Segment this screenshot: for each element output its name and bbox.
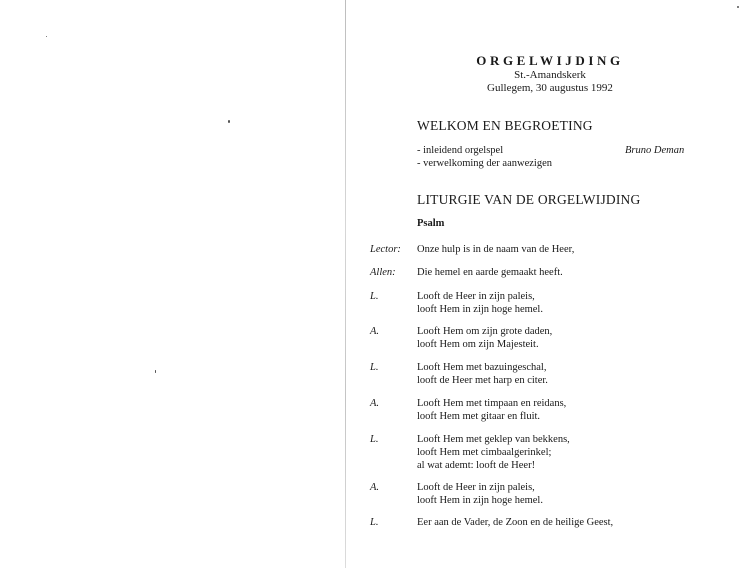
verse-line: Die hemel en aarde gemaakt heeft. — [417, 267, 563, 278]
program-title: ORGELWIJDING — [476, 53, 624, 68]
list-item — [417, 157, 717, 170]
verse-line: looft Hem in zijn hoge hemel. — [417, 304, 543, 315]
page-fold — [345, 0, 346, 568]
verse-line: Looft de Heer in zijn paleis, — [417, 482, 535, 493]
speaker-label: A. — [370, 482, 380, 493]
verse-line: looft Hem met cimbaalgerinkel; — [417, 447, 552, 458]
speck — [46, 36, 47, 37]
speaker-label: L. — [370, 434, 379, 445]
verse-line: Looft Hem om zijn grote daden, — [417, 326, 553, 337]
psalm-label: Psalm — [417, 218, 445, 229]
performer-name: Bruno Deman — [625, 145, 685, 156]
verse-line: looft de Heer met harp en citer. — [417, 375, 548, 386]
verse-line: Looft Hem met bazuingeschal, — [417, 362, 547, 373]
speaker-label: L. — [370, 362, 379, 373]
verse-line: Onze hulp is in de naam van de Heer, — [417, 244, 575, 255]
program-header — [440, 53, 660, 95]
verse-line: al wat ademt: looft de Heer! — [417, 460, 536, 471]
speck — [155, 370, 156, 373]
verse-line: looft Hem in zijn hoge hemel. — [417, 495, 543, 506]
verse-line: Eer aan de Vader, de Zoon en de heilige Geest, — [417, 517, 614, 528]
verse-line: looft Hem om zijn Majesteit. — [417, 339, 539, 350]
place-date: Gullegem, 30 augustus 1992 — [487, 82, 613, 94]
speaker-label: L. — [370, 517, 379, 528]
speaker-label: L. — [370, 291, 379, 302]
verse-line: Looft Hem met geklep van bekkens, — [417, 434, 570, 445]
verse-line: Looft de Heer in zijn paleis, — [417, 291, 535, 302]
item-text: - inleidend orgelspel — [417, 145, 504, 156]
speaker-label: A. — [370, 398, 380, 409]
section-heading-liturgy: LITURGIE VAN DE ORGELWIJDING — [417, 192, 641, 207]
speck — [228, 120, 230, 123]
speaker-label: Lector: — [370, 244, 401, 255]
section-heading-welcome: WELKOM EN BEGROETING — [417, 118, 593, 133]
speaker-label: A. — [370, 326, 380, 337]
welcome-items — [417, 144, 717, 170]
verse-line: looft Hem met gitaar en fluit. — [417, 411, 541, 422]
verse-line: Looft Hem met timpaan en reidans, — [417, 398, 567, 409]
list-item — [417, 144, 717, 157]
item-text: - verwelkoming der aanwezigen — [417, 158, 552, 169]
church-name: St.-Amandskerk — [514, 69, 586, 81]
speaker-label: Allen: — [370, 267, 396, 278]
speck — [737, 6, 739, 8]
